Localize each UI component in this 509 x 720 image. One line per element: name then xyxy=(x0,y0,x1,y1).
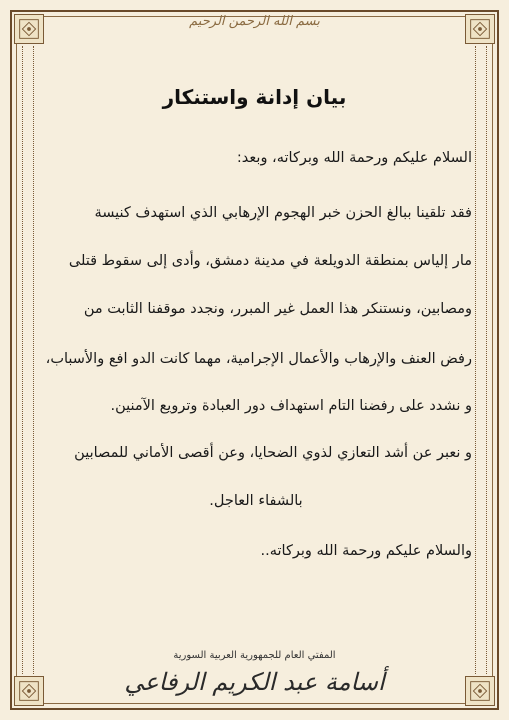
left-border-ornament xyxy=(22,46,34,674)
greeting-line: السلام عليكم ورحمة الله وبركاته، وبعد: xyxy=(236,150,472,166)
document-title: بيان إدانة واستنكار xyxy=(162,85,347,109)
body-line: و نشدد على رفضنا التام استهداف دور العبادة وترويع الآمنين. xyxy=(110,398,472,414)
body-line: فقد تلقينا ببالغ الحزن خبر الهجوم الإرهابي الذي استهدف كنيسة xyxy=(94,205,472,221)
body-line: و نعبر عن أشد التعازي لذوي الضحايا، وعن أقصى الأماني للمصابين xyxy=(74,445,472,461)
body-line: مار إلياس بمنطقة الدويلعة في مدينة دمشق، وأدى إلى سقوط قتلى xyxy=(68,253,472,269)
signature-caption: المفتي العام للجمهورية العربية السورية xyxy=(173,650,336,661)
body-line: ومصابين، ونستنكر هذا العمل غير المبرر، ونجدد موقفنا الثابت من xyxy=(83,301,472,317)
body-line: بالشفاء العاجل. xyxy=(209,493,303,509)
closing-line: والسلام عليكم ورحمة الله وبركاته.. xyxy=(260,543,472,559)
signature-name: أسامة عبد الكريم الرفاعي xyxy=(124,668,385,696)
body-line: رفض العنف والإرهاب والأعمال الإجرامية، مهما كانت الدو افع والأسباب، xyxy=(45,351,472,367)
basmala-header: بسم الله الرحمن الرحيم xyxy=(189,14,320,29)
right-border-ornament xyxy=(475,46,487,674)
